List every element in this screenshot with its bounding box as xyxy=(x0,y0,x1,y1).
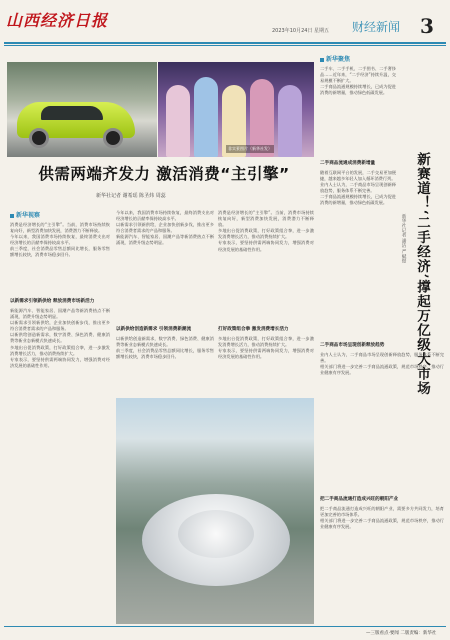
masthead xyxy=(0,0,450,40)
paragraph-text: 消费是经济增长的“主引擎”。当前，消费市场持续恢复向好，新型消费加快发展，消费潜力不断释放。 xyxy=(218,210,314,228)
side-headline-line: ‘二手经济’ xyxy=(414,210,430,280)
side-headline-line: 新赛道！ xyxy=(414,152,430,210)
paragraph-text: 把二手商品流通打造成兴旺的朝阳产业，需要多方共同发力，培育更加完善的市场体系。 xyxy=(320,506,444,518)
paragraph-text: 多地出台促消费政策，打好政策组合拳，进一步激发消费增长活力，推动消费持续扩大。 xyxy=(10,344,110,356)
paragraph-text: 多地出台促消费政策，打好政策组合拳，进一步激发消费增长活力，推动消费持续扩大。 xyxy=(218,228,314,240)
header-rule-thin xyxy=(4,45,446,46)
car-window-shape xyxy=(41,106,103,120)
side-headline-line: 撑起万亿级大市场 xyxy=(414,279,430,396)
paragraph-text: 以新需求引领新供给，企业加快创新步伐，推出更多符合消费者需求的产品和服务。 xyxy=(10,320,110,332)
footer-rule xyxy=(4,626,446,627)
main-byline: 新华社记者 谢希瑶 陈圣炜 周蕊 xyxy=(96,193,166,199)
car-photo xyxy=(7,62,157,157)
paragraph-text: 专家表示，要坚持供需两端协同发力，增强消费对经济发展的基础性作用。 xyxy=(218,348,314,360)
paragraph-text: 以新供给创造新需求，数字消费、绿色消费、健康消费等新业态新模式快速成长。 xyxy=(116,336,214,348)
paragraph-text: 相关部门将进一步完善二手商品流通政策，规范市场秩序，推动行业健康有序发展。 xyxy=(320,364,444,376)
sub-heading: 以新需求引领新供给 释放消费市场新活力 xyxy=(10,299,95,304)
article-paragraph xyxy=(218,210,314,320)
dress-figure xyxy=(194,77,218,157)
side-byline: 新华社记者 潘洁 严赋憬 xyxy=(401,214,406,263)
paragraph-text: 以新供给创造新需求，数字消费、绿色消费、健康消费等新业态新模式快速成长。 xyxy=(10,332,110,344)
side-paragraph xyxy=(320,506,444,624)
sub-heading: 以新供给创造新需求 引领消费新潮流 xyxy=(116,327,192,332)
paragraph-text: 相关部门将进一步完善二手商品流通政策，规范市场秩序，推动行业健康有序发展。 xyxy=(320,518,444,530)
dress-figure xyxy=(278,85,302,157)
page-number: 3 xyxy=(420,14,434,38)
article-paragraph xyxy=(10,308,110,624)
paragraph-text: 今年以来，我国消费市场持续恢复，最终消费支出对经济增长的贡献率保持较高水平。 xyxy=(10,234,110,246)
paragraph-text: 今年以来，我国消费市场持续恢复，最终消费支出对经济增长的贡献率保持较高水平。 xyxy=(116,210,214,222)
paragraph-text: 前三季度，社会消费品零售总额同比增长，服务零售额增长较快，消费市场稳步回升。 xyxy=(116,348,214,360)
paragraph-text: 随着互联网平台的发展，二手交易更加便捷，越来越多年轻人加入循环消费行列。 xyxy=(320,170,396,182)
exhibition-dome-inner xyxy=(178,510,254,558)
paragraph-text: 专家表示，要坚持供需两端协同发力，增强消费对经济发展的基础性作用。 xyxy=(10,356,110,368)
side-paragraph xyxy=(320,170,396,338)
photo-caption: 非实景图片（新华社发） xyxy=(228,146,272,151)
paragraph-text: 二手商品流通规模持续增长，已成为促进消费的新增量，推动绿色低碳发展。 xyxy=(320,194,396,206)
main-headline: 供需两端齐发力 激活消费“主引擎” xyxy=(38,165,290,183)
paragraph-text: 业内人士认为，二手商品市场呈现创新释放趋势，服务体系不断完善。 xyxy=(320,352,444,364)
paragraph-text: 消费是经济增长的“主引擎”。当前，消费市场持续恢复向好，新型消费加快发展，消费潜力不断释放。 xyxy=(10,222,110,234)
car-wheel-rear xyxy=(103,128,123,148)
aerial-city-photo xyxy=(116,398,314,624)
article-paragraph xyxy=(116,210,214,320)
paragraph-text: 以新需求引领新供给，企业加快创新步伐，推出更多符合消费者需求的产品和服务。 xyxy=(116,222,214,234)
paragraph-text: 业内人士认为，二手商品市场呈现创新释放趋势，服务体系不断完善。 xyxy=(320,182,396,194)
article-paragraph xyxy=(10,222,110,292)
header-rule xyxy=(4,42,446,44)
sub-heading: 打好政策组合拳 激发消费增长活力 xyxy=(218,327,289,332)
article-paragraph xyxy=(218,336,314,394)
side-paragraph xyxy=(320,66,396,156)
paragraph-text: 新能源汽车、智能家居、国潮产品等新消费热点不断涌现，消费升级态势明显。 xyxy=(116,234,214,246)
car-wheel-front xyxy=(29,128,49,148)
side-sub-heading: 二手商品流通成消费新增量 xyxy=(320,161,376,166)
newspaper-logo: 山西经济日报 xyxy=(6,11,109,30)
paragraph-text: 前三季度，社会消费品零售总额同比增长，服务零售额增长较快，消费市场稳步回升。 xyxy=(10,246,110,258)
paragraph-text: 二手商品流通规模持续增长，已成为促进消费的新增量，推动绿色低碳发展。 xyxy=(320,84,396,96)
side-sub-heading: 把二手商品流通打造成兴旺的朝阳产业 xyxy=(320,497,399,502)
hanfu-display-photo xyxy=(158,62,314,157)
paragraph-text: 新能源汽车、智能家居、国潮产品等新消费热点不断涌现，消费升级态势明显。 xyxy=(10,308,110,320)
side-headline xyxy=(414,152,429,395)
paragraph-text: 二手车、二手手机、二手图书、二手奢侈品……近年来，“二手经济”持续升温，交易规模不断扩大。 xyxy=(320,66,396,84)
footer-text: —三版看点·要闻 二版责编：新华社 xyxy=(366,631,437,636)
side-column-head: 新华聚焦 xyxy=(320,54,350,63)
column-head: 新华视察 xyxy=(10,210,40,219)
section-title: 财经新闻 xyxy=(352,20,401,34)
side-sub-heading: 二手商品市场呈现创新释放趋势 xyxy=(320,343,385,348)
article-paragraph xyxy=(116,336,214,394)
issue-date: 2023年10月24日 星期五 xyxy=(272,28,330,34)
paragraph-text: 多地出台促消费政策，打好政策组合拳，进一步激发消费增长活力，推动消费持续扩大。 xyxy=(218,336,314,348)
dress-figure xyxy=(166,85,190,157)
paragraph-text: 专家表示，要坚持供需两端协同发力，增强消费对经济发展的基础性作用。 xyxy=(218,240,314,252)
